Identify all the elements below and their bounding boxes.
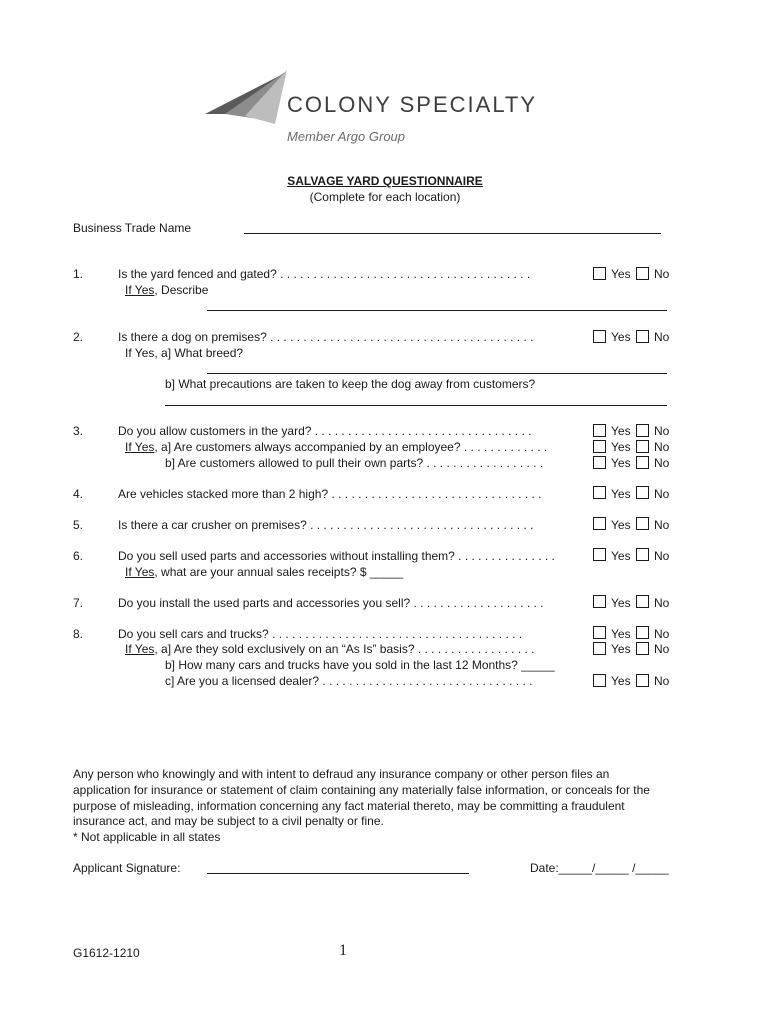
q5-yes-label: Yes bbox=[611, 518, 631, 532]
q8c-yes-label: Yes bbox=[611, 674, 631, 688]
describe-text: , Describe bbox=[154, 283, 209, 297]
applicant-signature-field[interactable] bbox=[207, 873, 469, 874]
q3-no-label: No bbox=[654, 424, 670, 438]
q8-no-checkbox[interactable] bbox=[636, 626, 649, 639]
business-trade-name-field[interactable] bbox=[244, 233, 661, 234]
if-yes-text: If Yes bbox=[125, 642, 155, 656]
q6-no-checkbox[interactable] bbox=[636, 548, 649, 561]
q5-number: 5. bbox=[73, 518, 84, 532]
if-yes-text: If Yes bbox=[125, 440, 155, 454]
q4-number: 4. bbox=[73, 487, 84, 501]
if-yes-text: If Yes bbox=[125, 283, 155, 297]
q3a-yes-label: Yes bbox=[611, 440, 631, 454]
q3a-question: , a] Are customers always accompanied by an employee? . . . . . . . . . . . . . bbox=[154, 440, 548, 454]
q8a-question: , a] Are they sold exclusively on an “As Is” basis? . . . . . . . . . . . . . . . . . . bbox=[154, 642, 535, 656]
q7-yes-checkbox[interactable] bbox=[593, 595, 606, 608]
q3a-yes-checkbox[interactable] bbox=[593, 440, 606, 453]
q3b-yes-label: Yes bbox=[611, 456, 631, 470]
fraud-statement bbox=[73, 767, 650, 846]
q4-text: Are vehicles stacked more than 2 high? . . . . . . . . . . . . . . . . . . . . . . . . . . . . . . . . bbox=[118, 487, 542, 501]
q4-yes-label: Yes bbox=[611, 487, 631, 501]
q3b-yes-checkbox[interactable] bbox=[593, 456, 606, 469]
form-number: G1612-1210 bbox=[73, 946, 140, 960]
fraud-line: purpose of misleading, information concerning any fact material thereto, may be committing a fraudulent bbox=[73, 798, 625, 813]
q2-precautions-field[interactable] bbox=[165, 405, 667, 406]
q2-text: Is there a dog on premises? . . . . . . . . . . . . . . . . . . . . . . . . . . . . . . . . . . . . . . . . bbox=[118, 330, 534, 344]
q6-sub bbox=[125, 565, 403, 579]
q8a-no-checkbox[interactable] bbox=[636, 642, 649, 655]
q8a-yes-label: Yes bbox=[611, 642, 631, 656]
q8c-no-checkbox[interactable] bbox=[636, 674, 649, 687]
company-logo bbox=[205, 70, 575, 150]
q5-yes-checkbox[interactable] bbox=[593, 517, 606, 530]
q3b-no-label: No bbox=[654, 456, 670, 470]
not-applicable-note: * Not applicable in all states bbox=[73, 830, 221, 845]
q6-sales-question: , what are your annual sales receipts? $ _____ bbox=[154, 565, 404, 579]
q1-no-label: No bbox=[654, 267, 670, 281]
company-name: COLONY SPECIALTY bbox=[287, 92, 538, 117]
q3-yes-label: Yes bbox=[611, 424, 631, 438]
if-yes-text: If Yes bbox=[125, 565, 155, 579]
q7-yes-label: Yes bbox=[611, 596, 631, 610]
q8-number: 8. bbox=[73, 627, 84, 641]
q7-text: Do you install the used parts and accessories you sell? . . . . . . . . . . . . . . . . . . . . bbox=[118, 596, 544, 610]
page-number: 1 bbox=[339, 942, 347, 959]
q2-sub-a: If Yes, a] What breed? bbox=[125, 346, 244, 360]
q8-text: Do you sell cars and trucks? . . . . . . . . . . . . . . . . . . . . . . . . . . . . . . . . . . . . . . bbox=[118, 627, 523, 641]
q1-yes-label: Yes bbox=[611, 267, 631, 281]
q3-text: Do you allow customers in the yard? . . . . . . . . . . . . . . . . . . . . . . . . . . . . . . . . . bbox=[118, 424, 532, 438]
date-field[interactable]: Date:_____/_____ /_____ bbox=[530, 861, 669, 875]
q1-yes-checkbox[interactable] bbox=[593, 267, 606, 280]
q5-text: Is there a car crusher on premises? . . . . . . . . . . . . . . . . . . . . . . . . . . . . . . . . . . bbox=[118, 518, 534, 532]
colony-wing-icon bbox=[205, 70, 295, 124]
q8a-no-label: No bbox=[654, 642, 670, 656]
q1-no-checkbox[interactable] bbox=[636, 267, 649, 280]
fraud-line: insurance act, and may be subject to a civil penalty or fine. bbox=[73, 814, 384, 829]
business-trade-name-label: Business Trade Name bbox=[73, 221, 192, 235]
q2-yes-label: Yes bbox=[611, 330, 631, 344]
q3a-text bbox=[125, 440, 547, 454]
q2-sub-b: b] What precautions are taken to keep the dog away from customers? bbox=[165, 377, 536, 391]
form-title: SALVAGE YARD QUESTIONNAIRE bbox=[287, 174, 483, 188]
q4-no-checkbox[interactable] bbox=[636, 486, 649, 499]
fraud-line: application for insurance or statement of claim containing any materially false information, or conceals for the bbox=[73, 782, 650, 797]
q3a-no-label: No bbox=[654, 440, 670, 454]
q3b-no-checkbox[interactable] bbox=[636, 456, 649, 469]
q4-no-label: No bbox=[654, 487, 670, 501]
q7-no-checkbox[interactable] bbox=[636, 595, 649, 608]
q1-describe-field[interactable] bbox=[207, 310, 667, 311]
q8-yes-checkbox[interactable] bbox=[593, 626, 606, 639]
q3-yes-checkbox[interactable] bbox=[593, 424, 606, 437]
q2-yes-checkbox[interactable] bbox=[593, 330, 606, 343]
q6-text: Do you sell used parts and accessories without installing them? . . . . . . . . . . . . . . . bbox=[118, 549, 555, 563]
q8c-text: c] Are you a licensed dealer? . . . . . . . . . . . . . . . . . . . . . . . . . . . . . . . . bbox=[165, 674, 533, 688]
q1-if-yes-label bbox=[125, 283, 208, 297]
q8-yes-label: Yes bbox=[611, 627, 631, 641]
q3-number: 3. bbox=[73, 424, 84, 438]
q7-no-label: No bbox=[654, 596, 670, 610]
q5-no-checkbox[interactable] bbox=[636, 517, 649, 530]
form-subtitle: (Complete for each location) bbox=[309, 190, 461, 204]
q5-no-label: No bbox=[654, 518, 670, 532]
q4-yes-checkbox[interactable] bbox=[593, 486, 606, 499]
applicant-signature-label: Applicant Signature: bbox=[73, 861, 181, 875]
q8a-text bbox=[125, 642, 535, 656]
q1-number: 1. bbox=[73, 267, 84, 281]
q3b-text: b] Are customers allowed to pull their own parts? . . . . . . . . . . . . . . . . . . bbox=[165, 456, 544, 470]
q8-no-label: No bbox=[654, 627, 670, 641]
q2-number: 2. bbox=[73, 330, 84, 344]
q1-text: Is the yard fenced and gated? . . . . . . . . . . . . . . . . . . . . . . . . . . . . . . . . . . . . . . bbox=[118, 267, 531, 281]
fraud-line: Any person who knowingly and with intent to defraud any insurance company or other person files an bbox=[73, 767, 610, 781]
q6-yes-label: Yes bbox=[611, 549, 631, 563]
q8c-yes-checkbox[interactable] bbox=[593, 674, 606, 687]
q8b-text: b] How many cars and trucks have you sold in the last 12 Months? _____ bbox=[165, 658, 555, 672]
q8a-yes-checkbox[interactable] bbox=[593, 642, 606, 655]
q3a-no-checkbox[interactable] bbox=[636, 440, 649, 453]
company-tagline: Member Argo Group bbox=[287, 129, 406, 144]
q8c-no-label: No bbox=[654, 674, 670, 688]
q3-no-checkbox[interactable] bbox=[636, 424, 649, 437]
q2-no-label: No bbox=[654, 330, 670, 344]
q6-yes-checkbox[interactable] bbox=[593, 548, 606, 561]
q6-no-label: No bbox=[654, 549, 670, 563]
q6-number: 6. bbox=[73, 549, 84, 563]
q7-number: 7. bbox=[73, 596, 84, 610]
q2-breed-field[interactable] bbox=[207, 373, 667, 374]
q2-no-checkbox[interactable] bbox=[636, 330, 649, 343]
